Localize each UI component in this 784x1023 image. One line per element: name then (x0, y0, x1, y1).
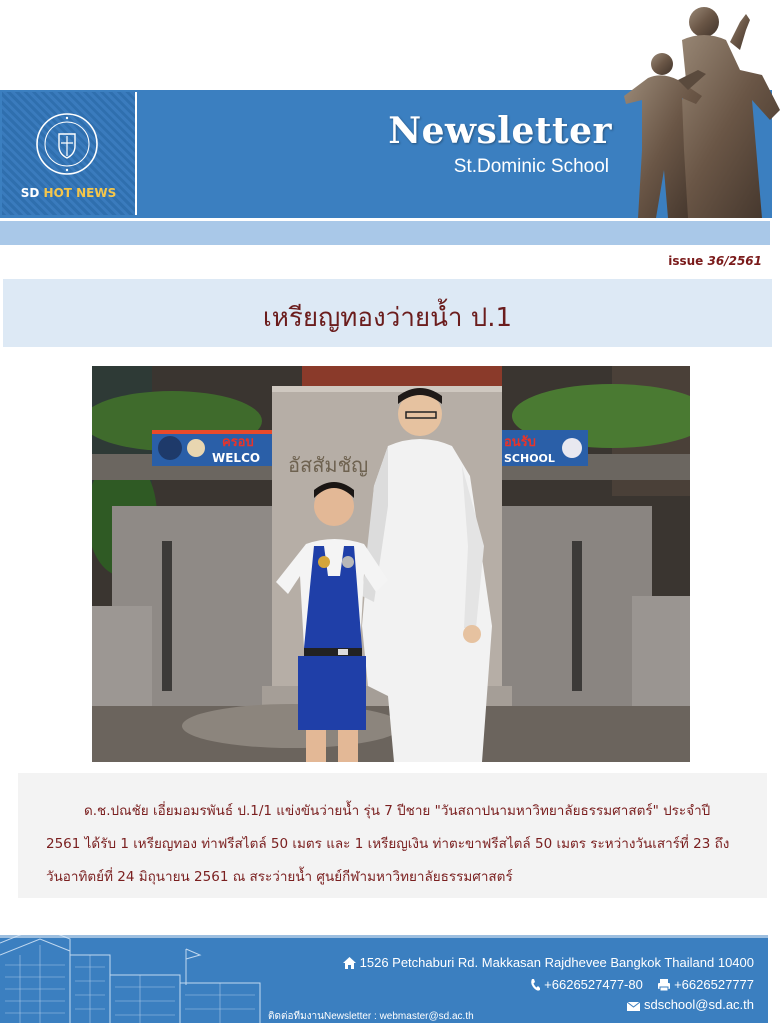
banner-left-thai: ครอบ (222, 435, 254, 450)
issue-word: issue (668, 254, 704, 268)
footer-address (343, 955, 754, 970)
newsletter-title: Newsletter (388, 110, 612, 152)
issue-label (668, 254, 762, 268)
address-text: 1526 Petchaburi Rd. Makkasan Rajdhevee Bangkok Thailand 10400 (359, 955, 754, 970)
monument-inscription: อัสสัมชัญ (288, 453, 369, 477)
footer-email (627, 997, 754, 1012)
banner-right-en: SCHOOL (504, 452, 555, 465)
article-body: ด.ช.ปณชัย เอี่ยมอมรพันธ์ ป.1/1 แข่งขันว่ายน้ำ รุ่น 7 ปีชาย "วันสถาปนามหาวิทยาลัยธรรมศาสตร์" ประจำปี 2561 ได้รับ 1 เหรียญทอง ท่าฟรีสไตล์ 50 เมตร และ 1 เหรียญเงิน ท่าตะขาฟรีสไตล์ 50 เมตร ระหว่างวันเสาร์ที่ 23 ถึงวันอาทิตย์ที่ 24 มิถุนายน 2561 ณ สระว่ายน้ำ ศูนย์กีฬามหาวิทยาลัยธรรมศาสตร์ (46, 803, 730, 885)
badge-hot-news: HOT NEWS (43, 186, 117, 200)
statue-image (612, 0, 784, 218)
footer-phones (530, 977, 754, 992)
article-headline: เหรียญทองว่ายน้ำ ป.1 (262, 303, 513, 333)
issue-number: 36/2561 (707, 254, 762, 268)
newsletter-contact[interactable]: ติดต่อทีมงานNewsletter : webmaster@sd.ac.th (268, 1011, 474, 1022)
footer (0, 935, 768, 1023)
phone-number: +6626527477-80 (544, 977, 643, 992)
headline-box (3, 279, 772, 347)
sd-hot-news-badge (2, 186, 135, 200)
home-icon (343, 957, 356, 969)
school-seal-icon (35, 112, 99, 176)
article-photo (92, 366, 690, 762)
article-box (18, 773, 767, 898)
sub-header-band (0, 221, 770, 245)
mail-icon (627, 1002, 640, 1011)
fax-icon (658, 979, 670, 991)
phone-icon (530, 979, 540, 991)
school-logo-box (2, 92, 137, 215)
school-building-illustration (0, 935, 270, 1023)
email-link[interactable]: sdschool@sd.ac.th (643, 997, 754, 1012)
banner-left-en: WELCO (212, 451, 261, 465)
fax-number: +6626527777 (674, 977, 754, 992)
badge-sd: SD (20, 186, 40, 200)
school-name: St.Dominic School (453, 156, 609, 177)
banner-right-thai: อนรับ (504, 435, 536, 450)
